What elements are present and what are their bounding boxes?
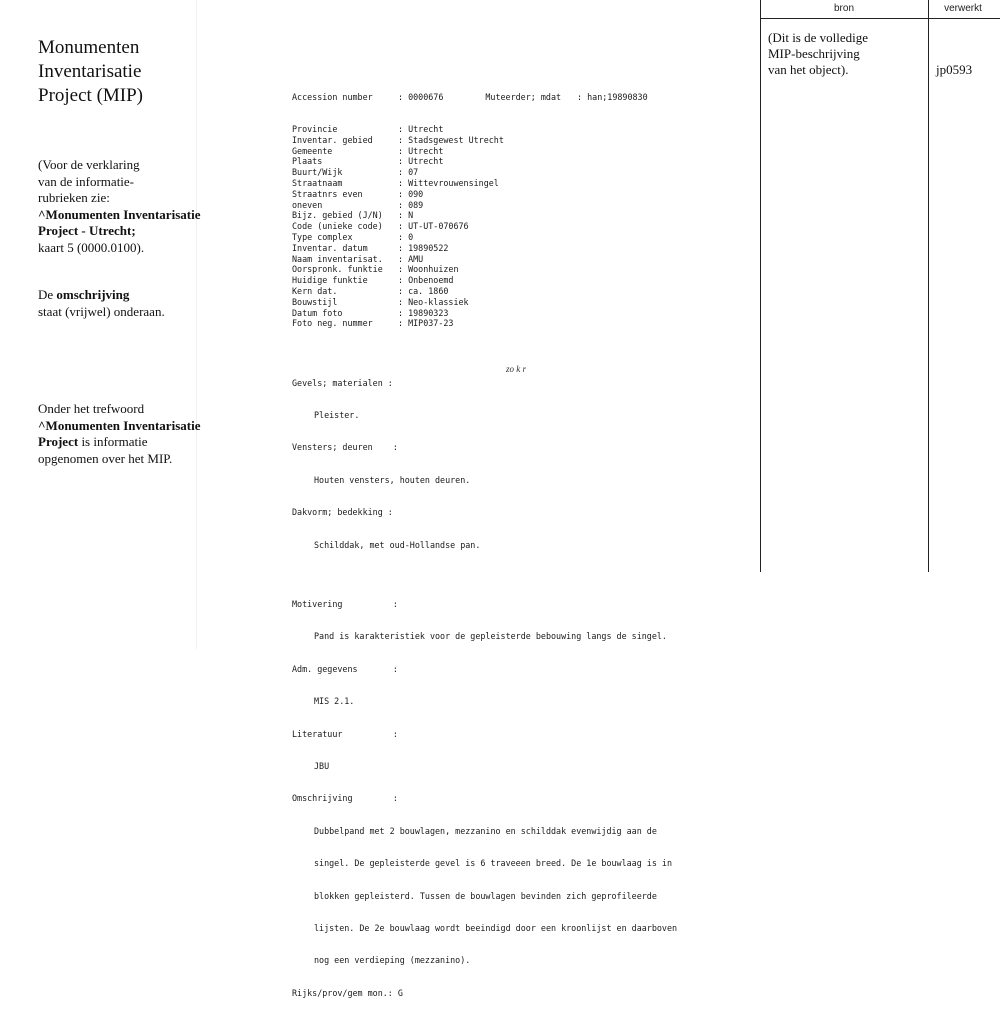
description-note-keyword: omschrijving xyxy=(56,287,130,302)
record-row xyxy=(292,254,677,265)
record-row xyxy=(292,178,677,189)
record-row xyxy=(292,200,677,211)
record-field-list xyxy=(292,124,677,329)
record-row xyxy=(292,189,677,200)
page-fold-shadow xyxy=(196,0,197,649)
record-value: : Neo-klassiek xyxy=(398,296,469,307)
record-label: Inventar. gebied xyxy=(292,134,373,145)
record-row xyxy=(292,146,677,157)
info-note xyxy=(38,157,200,257)
adm-value: MIS 2.1. xyxy=(314,696,355,707)
record-label: Oorspronk. funktie xyxy=(292,264,383,275)
record-value: : N xyxy=(398,210,414,221)
omschrijving-label: Omschrijving : xyxy=(292,793,398,804)
keyword-note-rest: is informatie opgenomen over het MIP. xyxy=(38,434,173,466)
record-value: : 19890323 xyxy=(398,307,449,318)
record-row xyxy=(292,297,677,308)
description-note xyxy=(38,287,165,320)
record-label: Gemeente xyxy=(292,145,333,156)
record-value: : 07 xyxy=(398,167,419,178)
record-value: : AMU xyxy=(398,253,424,264)
record-value: : 090 xyxy=(398,188,424,199)
dakvorm-value: Schilddak, met oud-Hollandse pan. xyxy=(314,539,481,550)
record-label: Plaats xyxy=(292,156,323,167)
source-table xyxy=(760,0,1000,572)
record-label: Naam inventarisat. xyxy=(292,253,383,264)
record-value: : Onbenoemd xyxy=(398,275,454,286)
omschrijving-line: blokken gepleisterd. Tussen de bouwlagen bevinden zich geprofileerde xyxy=(314,890,657,901)
keyword-note-text: Onder het trefwoord xyxy=(38,401,145,416)
record-row xyxy=(292,286,677,297)
record-row xyxy=(292,135,677,146)
record-label: Straatnaam xyxy=(292,177,343,188)
record-value: : Utrecht xyxy=(398,156,444,167)
omschrijving-line: Dubbelpand met 2 bouwlagen, mezzanino en schilddak evenwijdig aan de xyxy=(314,825,657,836)
omschrijving-line: singel. De gepleisterde gevel is 6 traveeen breed. De 1e bouwlaag is in xyxy=(314,858,672,869)
record-value: : MIP037-23 xyxy=(398,318,454,329)
record-label: Inventar. datum xyxy=(292,242,368,253)
omschrijving-line: nog een verdieping (mezzanino). xyxy=(314,955,471,966)
record-label: Foto neg. nummer xyxy=(292,318,373,329)
record-value: : 19890522 xyxy=(398,242,449,253)
info-note-text: (Voor de verklaring van de informatie- rubrieken zie: xyxy=(38,157,140,206)
record-value: : 0000676 xyxy=(398,91,444,102)
record-row xyxy=(292,124,677,135)
record-label: Accession number xyxy=(292,91,373,102)
handwritten-scribble: zo k r xyxy=(506,364,526,374)
literatuur-value: JBU xyxy=(314,760,330,771)
table-header-rule xyxy=(760,18,1000,19)
dakvorm-label: Dakvorm; bedekking : xyxy=(292,507,393,518)
record-label: Code (unieke code) xyxy=(292,221,383,232)
description-note-rest: staat (vrijwel) onderaan. xyxy=(38,303,165,319)
record-gap xyxy=(292,351,677,356)
record-row xyxy=(292,308,677,319)
omschrijving-line: lijsten. De 2e bouwlaag wordt beeindigd door een kroonlijst en daarboven xyxy=(314,922,678,933)
info-note-reference: ^Monumenten Inventarisatie Project - Utrecht; xyxy=(38,206,201,239)
record-label: Huidige funktie xyxy=(292,275,368,286)
record-value: : ca. 1860 xyxy=(398,285,449,296)
table-header-verwerkt: verwerkt xyxy=(944,3,982,14)
record-row-accession xyxy=(292,92,677,103)
record-value: : Stadsgewest Utrecht xyxy=(398,134,504,145)
record-row xyxy=(292,318,677,329)
table-header-bron: bron xyxy=(833,3,854,14)
motivering-value: Pand is karakteristiek voor de gepleisterde bebouwing langs de singel. xyxy=(314,631,667,642)
record-row xyxy=(292,221,677,232)
bron-cell: (Dit is de volledige MIP-beschrijving van het object). xyxy=(768,30,869,77)
record-value: : 0 xyxy=(398,231,414,242)
record-row xyxy=(292,167,677,178)
record-label: Type complex xyxy=(292,231,353,242)
record-gap xyxy=(292,572,677,577)
page-title: Monumenten Inventarisatie Project (MIP) xyxy=(38,37,144,106)
info-note-card: kaart 5 (0000.0100). xyxy=(38,239,145,255)
keyword-note xyxy=(38,401,200,467)
record-value: : Woonhuizen xyxy=(398,264,459,275)
record-label: Kern dat. xyxy=(292,285,338,296)
record-value: : UT-UT-070676 xyxy=(398,221,469,232)
motivering-label: Motivering : xyxy=(292,599,398,610)
record-row xyxy=(292,264,677,275)
record-label: Bouwstijl xyxy=(292,296,338,307)
record-value: : Utrecht xyxy=(398,123,444,134)
table-left-border xyxy=(760,0,761,572)
record-row xyxy=(292,232,677,243)
mip-record xyxy=(292,70,677,1009)
record-value: : Wittevrouwensingel xyxy=(398,177,499,188)
keyword-note-keyword: ^Monumenten Inventarisatie Project xyxy=(38,417,201,450)
record-label: Bijz. gebied (J/N) xyxy=(292,210,383,221)
record-row xyxy=(292,156,677,167)
record-label: oneven xyxy=(292,199,323,210)
adm-label: Adm. gegevens : xyxy=(292,663,398,674)
description-note-text: De xyxy=(38,287,57,302)
muteerder-value: : han;19890830 xyxy=(577,91,648,102)
record-value: : Utrecht xyxy=(398,145,444,156)
gevels-value: Pleister. xyxy=(314,410,360,421)
rijks-prov-gem-row: Rijks/prov/gem mon.: G xyxy=(292,987,403,998)
gevels-label: Gevels; materialen : xyxy=(292,377,393,388)
verwerkt-cell: jp0593 xyxy=(936,62,973,77)
table-column-divider xyxy=(928,0,929,572)
record-label: Datum foto xyxy=(292,307,343,318)
record-row xyxy=(292,275,677,286)
record-row xyxy=(292,210,677,221)
record-label: Buurt/Wijk xyxy=(292,167,343,178)
vensters-value: Houten vensters, houten deuren. xyxy=(314,474,471,485)
literatuur-label: Literatuur : xyxy=(292,728,398,739)
record-label: Straatnrs even xyxy=(292,188,363,199)
record-row xyxy=(292,243,677,254)
muteerder-label: Muteerder; mdat xyxy=(485,91,562,102)
vensters-label: Vensters; deuren : xyxy=(292,442,398,453)
record-value: : 089 xyxy=(398,199,424,210)
record-label: Provincie xyxy=(292,123,338,134)
